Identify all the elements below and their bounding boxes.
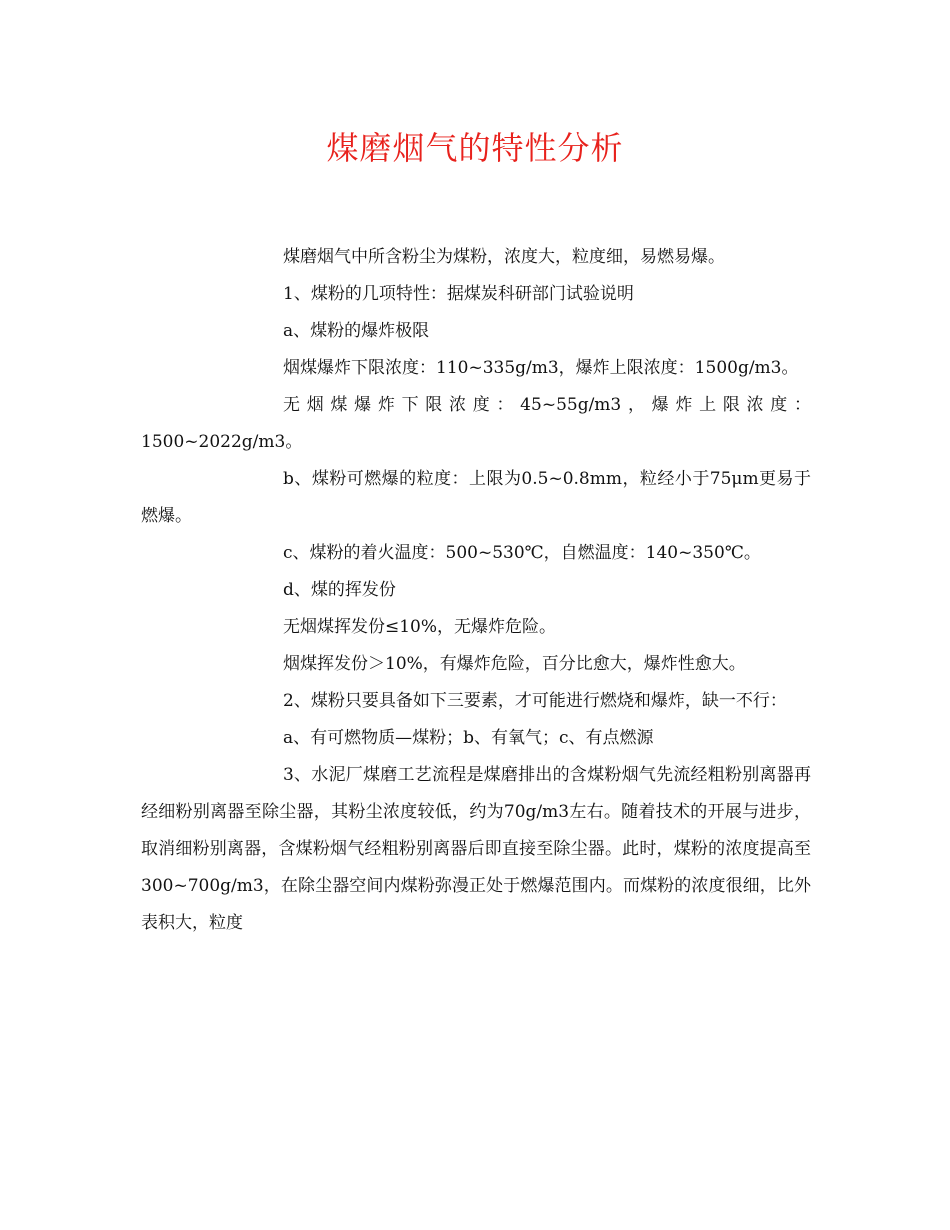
paragraph: 无烟煤爆炸下限浓度：45~55g/m3，爆炸上限浓度：1500~2022g/m3。: [141, 395, 811, 452]
paragraph: d、煤的挥发份: [283, 580, 396, 600]
paragraph: 1、煤粉的几项特性：据煤炭科研部门试验说明: [283, 284, 634, 304]
paragraph: 烟煤挥发份＞10%，有爆炸危险，百分比愈大，爆炸性愈大。: [283, 654, 746, 674]
paragraph: b、煤粉可燃爆的粒度：上限为0.5~0.8mm，粒经小于75μm更易于燃爆。: [141, 469, 811, 526]
paragraph: 无烟煤挥发份≤10%，无爆炸危险。: [283, 617, 557, 637]
paragraph: 煤磨烟气中所含粉尘为煤粉，浓度大，粒度细，易燃易爆。: [283, 247, 725, 267]
paragraph: 烟煤爆炸下限浓度：110~335g/m3，爆炸上限浓度：1500g/m3。: [283, 358, 799, 378]
page-title: 煤磨烟气的特性分析: [326, 129, 624, 167]
paragraph: 3、水泥厂煤磨工艺流程是煤磨排出的含煤粉烟气先流经粗粉别离器再经细粉别离器至除尘器，其粉尘浓度较低，约为70g/m3左右。随着技术的开展与进步，取消细粉别离器，含煤粉烟气经粗粉别离器后即直接至除尘器。此时，煤粉的浓度提高至300~700g/m3，在除尘器空间内煤粉弥漫正处于燃爆范围内。而煤粉的浓度很细，比外表积大，粒度: [141, 765, 811, 933]
paragraph: a、煤粉的爆炸极限: [283, 321, 430, 341]
paragraph: c、煤粉的着火温度：500~530℃，自燃温度：140~350℃。: [283, 543, 761, 563]
document-body: [141, 239, 811, 942]
paragraph: 2、煤粉只要具备如下三要素，才可能进行燃烧和爆炸，缺一不行：: [283, 691, 787, 711]
paragraph: a、有可燃物质—煤粉；b、有氧气；c、有点燃源: [283, 728, 654, 748]
